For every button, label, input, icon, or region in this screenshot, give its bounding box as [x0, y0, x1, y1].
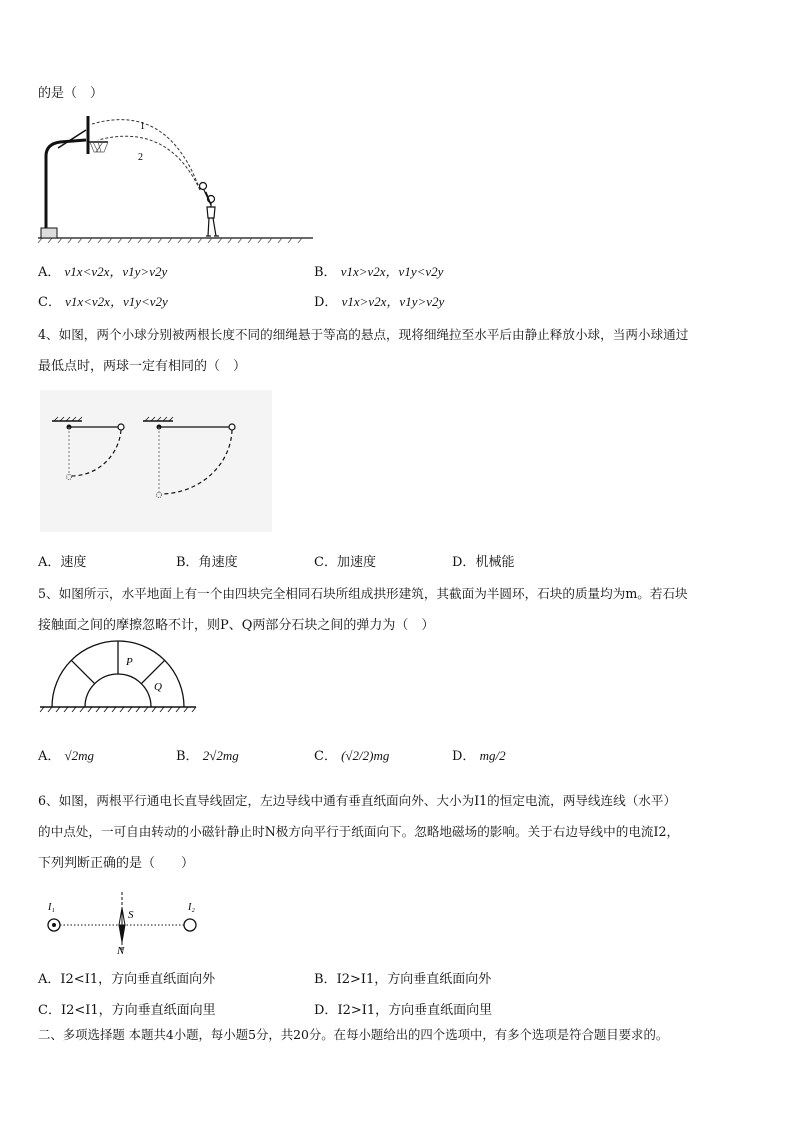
q5-stem-line2: 接触面之间的摩擦忽略不计，则P、Q两部分石块之间的弹力为（ ）: [38, 618, 435, 633]
q3-option-d-text: v1x>v2x，v1y>v2y: [341, 294, 445, 309]
q5-option-c-letter: C．: [314, 749, 337, 764]
q5-option-c-text: (√2/2)mg: [341, 748, 390, 763]
q4-stem-line1: 4、如图，两个小球分别被两根长度不同的细绳悬于等高的悬点，现将细绳拉至水平后由静止释放小球，当两小球通过: [38, 327, 689, 342]
q3-option-b[interactable]: [314, 261, 443, 280]
q6-wires-figure: [40, 890, 210, 956]
q3-option-d-letter: D．: [314, 295, 338, 310]
q4-option-c-text: 加速度: [336, 555, 376, 570]
q6-stem-line1: 6、如图，两根平行通电长直导线固定，左边导线中通有垂直纸面向外、大小为I1的恒定电流，两导线连线（水平）: [38, 793, 677, 808]
q6-option-d[interactable]: [314, 999, 492, 1018]
q4-option-a-text: 速度: [60, 555, 87, 570]
q5-option-b[interactable]: [176, 745, 239, 764]
q6-option-b-letter: B．: [314, 972, 337, 987]
q6-option-a-letter: A．: [38, 972, 61, 987]
q5-option-a[interactable]: [38, 745, 94, 764]
q4-option-d[interactable]: [452, 551, 514, 570]
q3-option-b-letter: B．: [314, 265, 337, 280]
q4-option-a[interactable]: [38, 551, 86, 570]
q4-pendulum-figure: [40, 390, 272, 532]
q3-option-c[interactable]: [38, 291, 168, 310]
q3-option-c-text: v1x<v2x，v1y<v2y: [65, 294, 168, 309]
q5-arch-figure: [40, 640, 200, 716]
q3-option-c-letter: C．: [38, 295, 61, 310]
q5-option-a-letter: A．: [38, 749, 61, 764]
q5-label-p: P: [126, 656, 133, 668]
q4-option-d-text: 机械能: [475, 555, 515, 570]
section2-heading: 二、多项选择题 本题共4小题，每小题5分，共20分。在每小题给出的四个选项中，有多个选项是符合题目要求的。: [38, 1027, 669, 1042]
q6-option-a[interactable]: [38, 968, 215, 987]
q5-stem-line1: 5、如图所示，水平地面上有一个由四块完全相同石块所组成拱形建筑，其截面为半圆环，石块的质量均为m。若石块: [38, 586, 688, 601]
q6-stem-line2: 的中点处，一可自由转动的小磁针静止时N极方向平行于纸面向下。忽略地磁场的影响。关于右边导线中的电流I2，: [38, 824, 680, 839]
q6-option-c[interactable]: [38, 999, 216, 1018]
q6-option-b-text: I2>I1，方向垂直纸面向外: [336, 972, 492, 987]
q3-option-b-text: v1x>v2x，v1y<v2y: [340, 264, 444, 279]
q4-option-d-letter: D．: [452, 555, 476, 570]
q6-label-n: N: [117, 945, 125, 957]
q5-option-a-text: √2mg: [64, 748, 95, 763]
q4-option-a-letter: A．: [38, 555, 61, 570]
q4-option-b-text: 角速度: [198, 555, 238, 570]
q6-option-d-text: I2>I1，方向垂直纸面向里: [337, 1003, 493, 1018]
q4-stem-line2: 最低点时，两球一定有相同的（ ）: [38, 359, 247, 374]
q5-option-b-text: 2√2mg: [202, 748, 239, 763]
q3-path-label-2: 2: [138, 152, 143, 163]
q4-option-c[interactable]: [314, 551, 376, 570]
q6-option-b[interactable]: [314, 968, 491, 987]
q3-basketball-figure: [38, 112, 318, 244]
q6-stem-line3: 下列判断正确的是（ ）: [38, 856, 195, 871]
q5-option-d[interactable]: [452, 745, 506, 764]
q6-option-c-text: I2<I1，方向垂直纸面向里: [60, 1003, 216, 1018]
q3-option-a-text: v1x<v2x，v1y>v2y: [64, 264, 168, 279]
q5-label-q: Q: [154, 681, 162, 693]
q6-option-a-text: I2<I1，方向垂直纸面向外: [60, 972, 216, 987]
q3-option-a[interactable]: [38, 261, 167, 280]
q3-stem-tail: 的是（ ）: [38, 86, 104, 101]
q4-option-b-letter: B．: [176, 555, 199, 570]
q5-option-d-text: mg/2: [479, 748, 506, 763]
q6-option-c-letter: C．: [38, 1003, 61, 1018]
q6-option-d-letter: D．: [314, 1003, 338, 1018]
q3-option-d[interactable]: [314, 291, 444, 310]
q5-option-b-letter: B．: [176, 749, 199, 764]
q4-option-b[interactable]: [176, 551, 238, 570]
q4-option-c-letter: C．: [314, 555, 337, 570]
q3-path-label-1: 1: [140, 121, 145, 132]
q5-option-d-letter: D．: [452, 749, 476, 764]
q5-option-c[interactable]: [314, 745, 389, 764]
q6-label-s: S: [128, 909, 134, 921]
q6-label-i2: I₂: [188, 902, 195, 913]
q6-label-i1: I₁: [48, 902, 55, 913]
q3-option-a-letter: A．: [38, 265, 61, 280]
